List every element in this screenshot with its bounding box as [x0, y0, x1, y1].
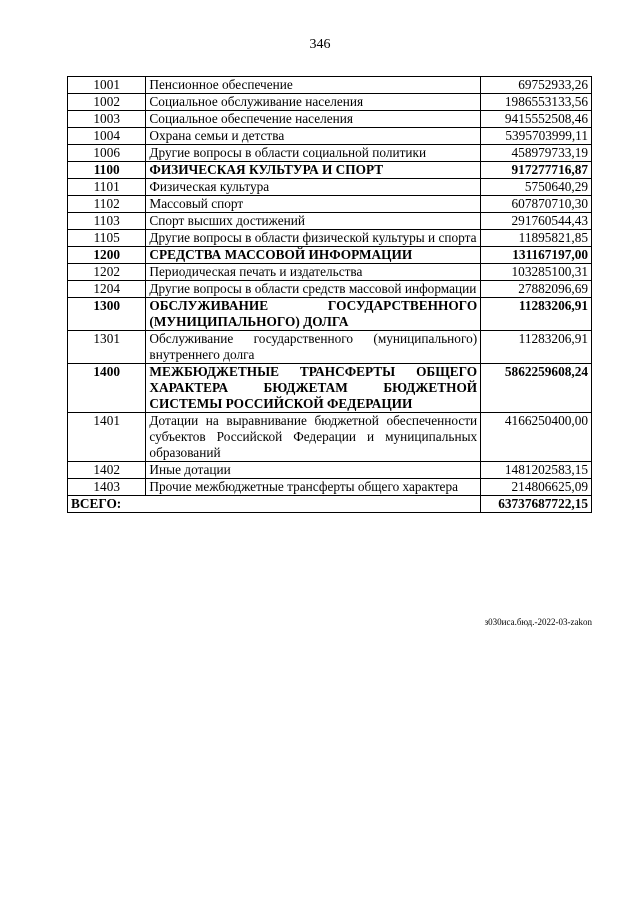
table-row	[68, 179, 592, 196]
row-amount: 214806625,09	[481, 479, 592, 496]
row-amount: 4166250400,00	[481, 413, 592, 462]
row-amount: 1481202583,15	[481, 462, 592, 479]
row-name: Дотации на выравнивание бюджетной обеспеченности субъектов Российской Федерации и муниципальных образований	[146, 413, 481, 462]
row-amount: 69752933,26	[481, 77, 592, 94]
row-amount: 131167197,00	[481, 247, 592, 264]
row-name: Прочие межбюджетные трансферты общего характера	[146, 479, 481, 496]
row-amount: 1986553133,56	[481, 94, 592, 111]
row-code: 1001	[68, 77, 146, 94]
row-name: Другие вопросы в области средств массовой информации	[146, 281, 481, 298]
row-code: 1301	[68, 331, 146, 364]
row-name: Иные дотации	[146, 462, 481, 479]
row-code: 1204	[68, 281, 146, 298]
total-label: ВСЕГО:	[68, 496, 481, 513]
page-number: 346	[309, 37, 331, 52]
row-name: ОБСЛУЖИВАНИЕ ГОСУДАРСТВЕННОГО (МУНИЦИПАЛЬНОГО) ДОЛГА	[146, 298, 481, 331]
row-code: 1400	[68, 364, 146, 413]
row-name: ФИЗИЧЕСКАЯ КУЛЬТУРА И СПОРТ	[146, 162, 481, 179]
row-amount: 917277716,87	[481, 162, 592, 179]
row-code: 1006	[68, 145, 146, 162]
row-name: Охрана семьи и детства	[146, 128, 481, 145]
row-code: 1002	[68, 94, 146, 111]
row-amount: 458979733,19	[481, 145, 592, 162]
row-amount: 11283206,91	[481, 331, 592, 364]
table-row	[68, 462, 592, 479]
table-row	[68, 128, 592, 145]
row-amount: 11283206,91	[481, 298, 592, 331]
table-row	[68, 213, 592, 230]
table-row	[68, 331, 592, 364]
row-code: 1403	[68, 479, 146, 496]
row-amount: 5750640,29	[481, 179, 592, 196]
row-name: Пенсионное обеспечение	[146, 77, 481, 94]
row-code: 1102	[68, 196, 146, 213]
table-row	[68, 162, 592, 179]
row-code: 1101	[68, 179, 146, 196]
row-amount: 11895821,85	[481, 230, 592, 247]
table-row	[68, 247, 592, 264]
row-code: 1105	[68, 230, 146, 247]
table-row	[68, 77, 592, 94]
row-amount: 27882096,69	[481, 281, 592, 298]
row-name: Периодическая печать и издательства	[146, 264, 481, 281]
total-row	[68, 496, 592, 513]
table-row	[68, 196, 592, 213]
total-amount: 63737687722,15	[481, 496, 592, 513]
row-name: Обслуживание государственного (муниципального) внутреннего долга	[146, 331, 481, 364]
budget-table-body	[68, 77, 592, 496]
row-name: Другие вопросы в области социальной политики	[146, 145, 481, 162]
row-code: 1300	[68, 298, 146, 331]
row-code: 1401	[68, 413, 146, 462]
table-row	[68, 94, 592, 111]
row-name: СРЕДСТВА МАССОВОЙ ИНФОРМАЦИИ	[146, 247, 481, 264]
row-code: 1004	[68, 128, 146, 145]
row-name: Социальное обеспечение населения	[146, 111, 481, 128]
row-code: 1003	[68, 111, 146, 128]
table-row	[68, 281, 592, 298]
table-row	[68, 264, 592, 281]
row-code: 1103	[68, 213, 146, 230]
row-amount: 291760544,43	[481, 213, 592, 230]
row-amount: 9415552508,46	[481, 111, 592, 128]
table-row	[68, 230, 592, 247]
row-amount: 607870710,30	[481, 196, 592, 213]
row-amount: 103285100,31	[481, 264, 592, 281]
row-name: МЕЖБЮДЖЕТНЫЕ ТРАНСФЕРТЫ ОБЩЕГО ХАРАКТЕРА БЮДЖЕТАМ БЮДЖЕТНОЙ СИСТЕМЫ РОССИЙСКОЙ ФЕДЕРАЦИИ	[146, 364, 481, 413]
table-row	[68, 298, 592, 331]
row-name: Социальное обслуживание населения	[146, 94, 481, 111]
row-code: 1202	[68, 264, 146, 281]
row-name: Другие вопросы в области физической культуры и спорта	[146, 230, 481, 247]
table-row	[68, 364, 592, 413]
row-name: Массовый спорт	[146, 196, 481, 213]
row-code: 1200	[68, 247, 146, 264]
budget-table	[67, 76, 592, 513]
row-amount: 5862259608,24	[481, 364, 592, 413]
document-footer-code: з030иса.бюд.-2022-03-zakon	[484, 617, 592, 627]
table-row	[68, 145, 592, 162]
row-name: Физическая культура	[146, 179, 481, 196]
table-row	[68, 479, 592, 496]
row-amount: 5395703999,11	[481, 128, 592, 145]
table-row	[68, 413, 592, 462]
row-code: 1100	[68, 162, 146, 179]
table-row	[68, 111, 592, 128]
row-name: Спорт высших достижений	[146, 213, 481, 230]
row-code: 1402	[68, 462, 146, 479]
